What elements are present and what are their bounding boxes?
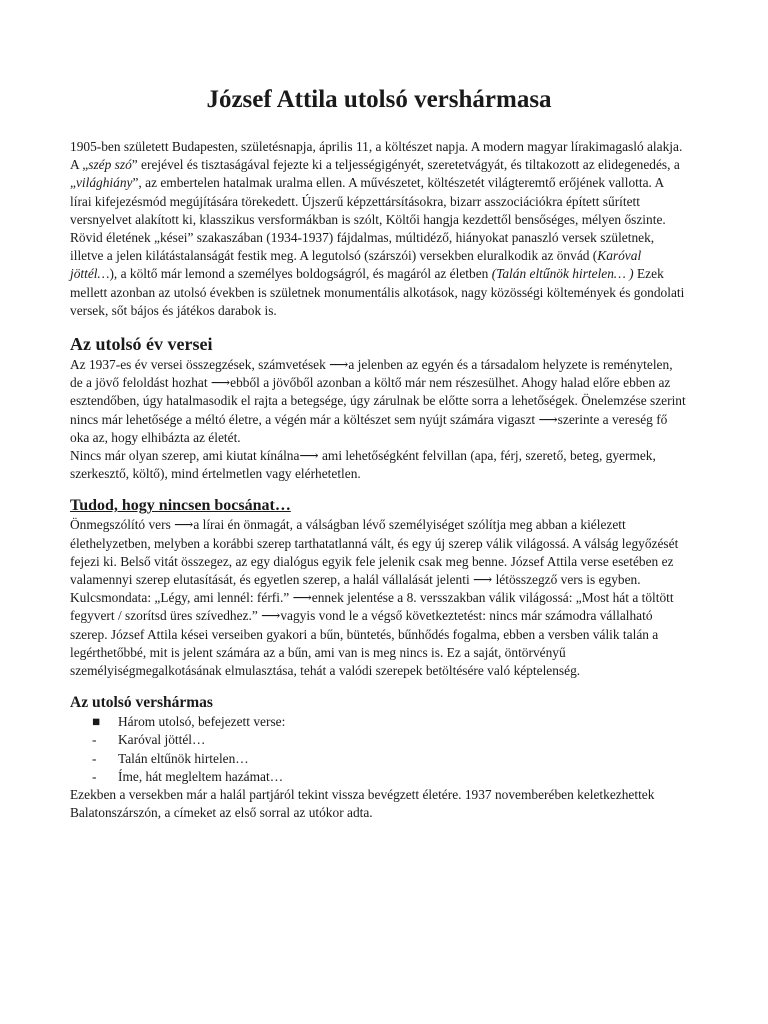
intro-talan: (Talán eltűnök hirtelen… ) [491, 266, 634, 282]
section-heading-tudod: Tudod, hogy nincsen bocsánat… [70, 497, 291, 515]
dash-marker: - [92, 750, 97, 766]
intro-text-1c: ”, az embertelen hatalmak uralma ellen. A művészetet, költészetét világteremtő erőjének vallotta. A lírai kifejezésmód megújítására törekedett. Újszerű képzettársításokra, bizarr asszociációkra épített sűrített versnyelvet alakított ki, klasszikus versformákban is szólt, Költői hangja kezdettől bensőséges, mélyen őszinte. [70, 175, 666, 227]
section3-paragraph-1: Ezekben a versekben már a halál partjáról tekint vissza bevégzett életére. 1937 novemberében keletkezhettek Balatonszárszón, a címeket az első sorral az utókor adta. [70, 787, 655, 821]
poem-list [70, 713, 688, 786]
intro-text-2b: ), a költő már lemond a személyes boldogságról, és magáról az életben [109, 266, 492, 282]
intro-text-2c: Ezek mellett azonban az utolsó években is születnek monumentális alkotások, nagy közösségi költemények és gondolati versek, sőt bájos és játékos darabok is. [70, 266, 685, 318]
dash-marker: - [92, 732, 97, 748]
intro-vilaghiany: világhiány [75, 175, 133, 191]
list-item-text: Íme, hát megleltem hazámat… [118, 768, 284, 784]
section-heading-versharmas: Az utolsó vershármas [70, 694, 213, 712]
intro-text-1a: 1905-ben született Budapesten, születésnapja, április 11, a költészet napja. A modern magyar lírakimagasló alakja. A „ [70, 139, 683, 173]
list-item [70, 750, 688, 768]
intro-text-2a: Rövid életének „kései” szakaszában (1934-1937) fájdalmas, múltidéző, hiányokat panaszló versek születnek, illetve a jelen kilátástalanságát festik meg. A legutolsó (szárszói) versekben eluralkodik az önvád ( [70, 230, 655, 264]
intro-szep-szo: szép szó [88, 157, 132, 173]
section-heading-last-year: Az utolsó év versei [70, 334, 213, 355]
page-title: József Attila utolsó vershármasa [206, 86, 552, 113]
intro-paragraph-1 [70, 138, 688, 229]
section2-paragraph-2: Kulcsmondata: „Légy, ami lennél: férfi.” ⟶ennek jelentése a 8. versszakban válik világossá: „Most hát a töltött fegyvert / szorítsd üres szívedhez.” ⟶vagyis vond le a végső következtetést: nincs már számodra vállalható szerep. József Attila kései verseiben gyakori a bűn, büntetés, bűnhődés fogalma, ebben a versben válik talán a legérthetőbbé, mit is jelent számára az a bűn, ami van is meg nincs is. Ez a saját, öntörvényű személyiségmegalkotásának elmulasztása, tehát a valódi szerepek betöltésére való képtelenség. [70, 590, 674, 679]
intro-karoval: Karóval jöttél… [70, 248, 642, 282]
intro-text-1b: ” erejével és tisztaságával fejezte ki a teljességigényét, szeretetvágyát, és tiltakozott az elidegenedés, a „ [70, 157, 680, 191]
section2-paragraph-1: Önmegszólító vers ⟶a lírai én önmagát, a válságban lévő személyiséget szólítja meg abban a kiélezett élethelyzetben, melyben a korábbi szerep tarthatatlanná vált, és egy új szerep válik világossá. A válság legyőzését fejezi ki. Belső vitát összegez, az egy dialógus egyik fele jelenik csak meg benne. József Attila verse esetében ez valamennyi szerep elutasítását, és egyetlen szerep, a halál vállalását jelenti ⟶ létösszegző vers is egyben. [70, 517, 679, 588]
list-item [70, 731, 688, 749]
intro-paragraph-2 [70, 229, 688, 320]
list-item-text: Talán eltűnök hirtelen… [118, 750, 249, 766]
section1-paragraph-2: Nincs már olyan szerep, ami kiutat kínálna⟶ ami lehetőségként felvillan (apa, férj, szerető, beteg, gyermek, szerkesztő, költő), mind értelmetlen vagy elérhetetlen. [70, 448, 656, 482]
list-item-text: Három utolsó, befejezett verse: [118, 714, 286, 730]
list-item-text: Karóval jöttél… [118, 732, 206, 748]
section1-paragraph-1: Az 1937-es év versei összegzések, számvetések ⟶a jelenben az egyén és a társadalom helyzete is reménytelen, de a jövő feloldást hozhat ⟶ebből a jövőből azonban a költő már nem részesülhet. Ahogy halad előre ebben az esztendőben, úgy hatalmasodik el rajta a betegsége, úgy zárulnak be előtte sorra a lehetőségek. Önelemzése szerint nincs már lehetősége a méltó életre, a végén már a költészet sem nyújt számára vigaszt ⟶szerinte a vereség fő oka az, hogy elhibázta az életét. [70, 357, 686, 445]
bullet-square-icon: ■ [92, 714, 101, 730]
list-item [70, 768, 688, 786]
list-item [70, 713, 688, 731]
dash-marker: - [92, 768, 97, 784]
